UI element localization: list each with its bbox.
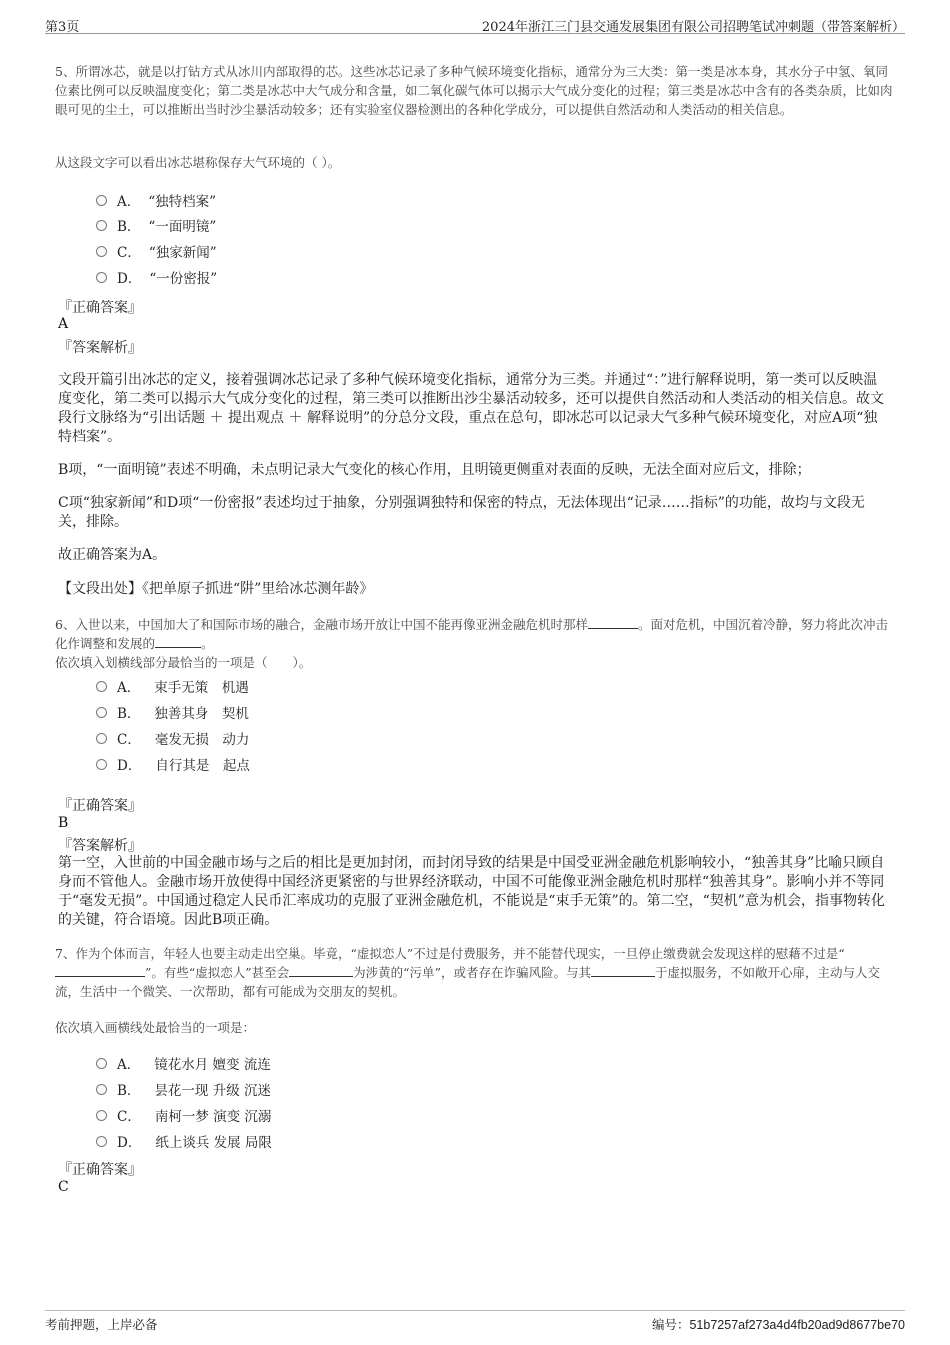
- option-text: “独特档案”: [148, 194, 217, 210]
- q5-analysis-main: 文段开篇引出冰芯的定义，接着强调冰芯记录了多种气候环境变化指标，通常分为三类。并通过“：”进行解释说明，第一类可以反映温度变化，第二类可以揭示大气成分变化的过程，第三类可以推断出沙尘暴活动较多，还可以提供自然活动和人类活动的相关信息。故文段行文脉络为“引出话题 ＋ 提出观点 ＋ 解释说明”的分总分文段，重点在总句，即冰芯可以记录大气多种气候环境变化，对应A项“独特档案”。: [58, 372, 884, 445]
- q7-stem-part: 7、作为个体而言，年轻人也要主动走出空巢。毕竟，“虚拟恋人”不过是付费服务，并不能替代现实，一旦停止缴费就会发现这样的慰藉不过是“: [55, 946, 845, 961]
- q5-conclusion: 故正确答案为A。: [58, 547, 167, 563]
- option-letter: B．: [117, 1083, 141, 1099]
- q7-answer: C: [58, 1179, 69, 1195]
- radio-icon[interactable]: [96, 1058, 107, 1069]
- q7-option-a[interactable]: [96, 1053, 271, 1073]
- option-text: 自行其是 起点: [155, 758, 250, 774]
- option-text: 镜花水月 嬗变 流连: [154, 1057, 271, 1073]
- document-code: [652, 1315, 905, 1333]
- q6-stem: [55, 615, 893, 653]
- q7-option-c[interactable]: [96, 1105, 271, 1125]
- footer-divider: [45, 1310, 905, 1311]
- option-text: “一份密报”: [149, 271, 218, 287]
- option-letter: B．: [117, 219, 141, 235]
- radio-icon[interactable]: [96, 195, 107, 206]
- option-letter: B．: [117, 706, 141, 722]
- q5-analysis-b: B项，“一面明镜”表述不明确，未点明记录大气变化的核心作用，且明镜更侧重对表面的反映，无法全面对应后文，排除；: [58, 462, 811, 478]
- q6-option-c[interactable]: [96, 728, 249, 748]
- q5-answer-label: 『正确答案』: [58, 300, 142, 316]
- q5-option-d[interactable]: [96, 267, 217, 287]
- blank: [55, 964, 145, 977]
- q5-option-a[interactable]: [96, 190, 216, 210]
- option-text: 南柯一梦 演变 沉溺: [154, 1109, 272, 1125]
- q7-question: 依次填入画横线处最恰当的一项是：: [55, 1020, 256, 1035]
- q6-stem-part: 。: [201, 636, 214, 651]
- radio-icon[interactable]: [96, 1110, 107, 1121]
- option-text: 独善其身 契机: [154, 706, 249, 722]
- code-value: 51b7257af273a4d4fb20ad9d8677be70: [689, 1318, 905, 1332]
- q5-passage: 5、所谓冰芯，就是以打钻方式从冰川内部取得的芯。这些冰芯记录了多种气候环境变化指标，通常分为三大类：第一类是冰本身，其水分子中氢、氧同位素比例可以反映温度变化；第二类是冰芯中大气成分和含量，如二氧化碳气体可以揭示大气成分变化的过程；第三类是冰芯中含有的各类杂质，比如肉眼可见的尘土，可以推断出当时沙尘暴活动较多；还有实验室仪器检测出的各种化学成分，可以提供自然活动和人类活动的相关信息。: [55, 64, 893, 117]
- q6-analysis-label: 『答案解析』: [58, 838, 142, 854]
- option-text: 昙花一现 升级 沉迷: [154, 1083, 272, 1099]
- option-text: “一面明镜”: [148, 219, 217, 235]
- q5-analysis-label: 『答案解析』: [58, 340, 142, 356]
- q7-stem: [55, 944, 893, 1001]
- radio-icon[interactable]: [96, 1136, 107, 1147]
- q6-stem-part: 。面对危机，中国沉着冷静，努力将此次冲击化作调整和发展的: [55, 617, 888, 651]
- q6-analysis: 第一空，入世前的中国金融市场与之后的相比是更加封闭，而封闭导致的结果是中国受亚洲金融危机影响较小，“独善其身”比喻只顾自身而不管他人。金融市场开放使得中国经济更紧密的与世界经济联动，中国不可能像亚洲金融危机时那样“独善其身”。影响小并不等同于“毫发无损”。中国通过稳定人民币汇率成功的克服了亚洲金融危机，不能说是“束手无策”的。第二空，“契机”意为机会，指事物转化的关键，符合语境。因此B项正确。: [58, 855, 885, 928]
- radio-icon[interactable]: [96, 272, 107, 283]
- q6-option-d[interactable]: [96, 754, 250, 774]
- page-number: 第3页: [45, 20, 80, 35]
- option-text: 毫发无损 动力: [154, 732, 250, 748]
- blank: [591, 964, 655, 977]
- radio-icon[interactable]: [96, 681, 107, 692]
- q7-option-d[interactable]: [96, 1131, 272, 1151]
- q6-question: 依次填入划横线部分最恰当的一项是（ ）。: [55, 655, 312, 670]
- option-letter: C．: [117, 245, 141, 261]
- option-text: 束手无策 机遇: [154, 680, 249, 696]
- q5-source: 【文段出处】《把单原子抓进“阱”里给冰芯测年龄》: [58, 581, 374, 597]
- q5-option-b[interactable]: [96, 215, 216, 235]
- q5-option-c[interactable]: [96, 241, 217, 261]
- q6-answer: B: [58, 815, 69, 831]
- q7-stem-part: 于虚拟服务，不如敞开心扉，主动与人交流，生活中一个微笑、一次帮助，都有可能成为交朋友的契机。: [55, 965, 880, 999]
- q5-analysis-cd: C项“独家新闻”和D项“一份密报”表述均过于抽象，分别强调独特和保密的特点，无法体现出“记录……指标”的功能，故均与文段无关，排除。: [58, 495, 865, 530]
- option-letter: C．: [117, 732, 141, 748]
- option-letter: A．: [117, 1057, 141, 1073]
- q6-option-b[interactable]: [96, 702, 249, 722]
- option-text: “独家新闻”: [148, 245, 217, 261]
- blank: [588, 616, 638, 629]
- option-letter: D．: [117, 1135, 142, 1151]
- code-label: 编号：: [651, 1317, 690, 1332]
- q5-question: 从这段文字可以看出冰芯堪称保存大气环境的（ ）。: [55, 155, 341, 170]
- radio-icon[interactable]: [96, 246, 107, 257]
- q6-option-a[interactable]: [96, 676, 249, 696]
- q7-answer-label: 『正确答案』: [58, 1162, 142, 1178]
- radio-icon[interactable]: [96, 759, 107, 770]
- blank: [155, 635, 201, 648]
- option-letter: A．: [117, 680, 141, 696]
- q7-stem-part: 为涉黄的“污单”，或者存在诈骗风险。与其: [353, 965, 591, 980]
- radio-icon[interactable]: [96, 733, 107, 744]
- blank: [289, 964, 353, 977]
- footer-slogan: 考前押题，上岸必备: [45, 1317, 158, 1332]
- q6-answer-label: 『正确答案』: [58, 798, 142, 814]
- header-divider: [45, 33, 905, 34]
- document-title: 2024年浙江三门县交通发展集团有限公司招聘笔试冲刺题（带答案解析）: [481, 20, 905, 35]
- option-letter: D．: [117, 758, 142, 774]
- option-text: 纸上谈兵 发展 局限: [155, 1135, 272, 1151]
- radio-icon[interactable]: [96, 707, 107, 718]
- q7-option-b[interactable]: [96, 1079, 271, 1099]
- radio-icon[interactable]: [96, 1084, 107, 1095]
- option-letter: A．: [117, 194, 141, 210]
- q5-answer: A: [58, 316, 69, 332]
- q6-stem-part: 6、入世以来，中国加大了和国际市场的融合，金融市场开放让中国不能再像亚洲金融危机时那样: [55, 617, 588, 632]
- radio-icon[interactable]: [96, 220, 107, 231]
- q7-stem-part: ”。有些“虚拟恋人”甚至会: [145, 965, 290, 980]
- option-letter: D．: [117, 271, 142, 287]
- option-letter: C．: [117, 1109, 141, 1125]
